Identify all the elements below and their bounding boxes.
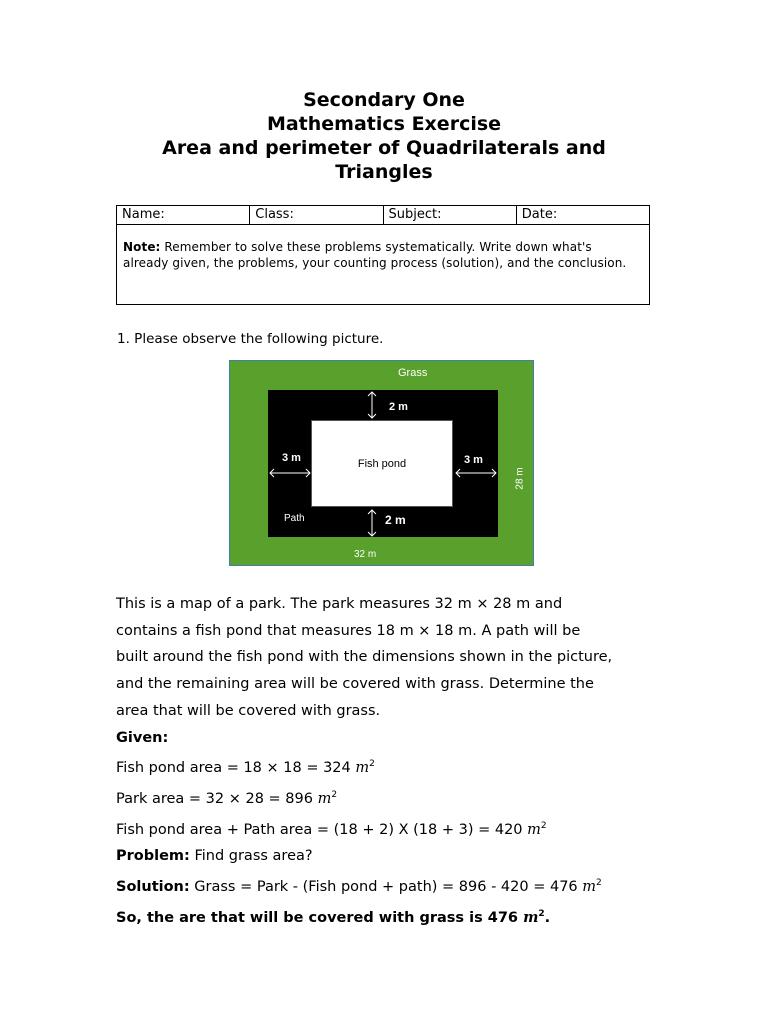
conclusion-line: So, the are that will be covered with grass is 476 $m^2$. (116, 908, 551, 926)
problem-line: Problem: Find grass area? (116, 848, 313, 865)
title-line-2: Mathematics Exercise (266, 113, 502, 135)
given-line-3: Fish pond area + Path area = (18 + 2) X (18 + 3) = 420 $m^2$ (116, 820, 547, 838)
note-text: Remember to solve these problems systematically. Write down what's already given, the problems, your counting process (solution), and the conclusion. (123, 240, 627, 270)
fish-pond (311, 420, 453, 507)
question-1: 1. Please observe the following picture. (117, 331, 384, 347)
path-label: Path (284, 513, 305, 524)
title-line-1: Secondary One (303, 89, 465, 111)
top-gap-label: 2 m (389, 401, 408, 413)
given-line-2: Park area = 32 × 28 = 896 $m^2$ (116, 789, 338, 807)
bottom-gap-arrow-icon (365, 508, 379, 538)
paragraph-line-1: This is a map of a park. The park measures 32 m × 28 m and (116, 596, 563, 612)
left-gap-label: 3 m (282, 452, 301, 464)
date-field[interactable]: Date: (521, 207, 558, 222)
park-map-figure (229, 360, 534, 566)
title-line-4: Triangles (335, 161, 433, 183)
right-gap-label: 3 m (464, 454, 483, 466)
left-gap-arrow-icon (268, 467, 312, 479)
fish-pond-label: Fish pond (357, 458, 407, 470)
grass-label: Grass (398, 367, 428, 379)
class-field[interactable]: Class: (250, 206, 383, 224)
paragraph-line-4: and the remaining area will be covered with grass. Determine the (116, 676, 594, 693)
paragraph-line-3: built around the fish pond with the dimensions shown in the picture, (116, 649, 613, 666)
subject-field[interactable]: Subject: (384, 206, 517, 224)
top-gap-arrow-icon (365, 390, 379, 420)
paragraph-line-2: contains a fish pond that measures 18 m × 18 m. A path will be (116, 622, 581, 639)
bottom-gap-label: 2 m (385, 513, 406, 527)
solution-line: Solution: Grass = Park - (Fish pond + path) = 896 - 420 = 476 $m^2$ (116, 878, 602, 896)
given-line-1: Fish pond area = 18 × 18 = 324 $m^2$ (116, 759, 375, 777)
width-label: 32 m (354, 549, 377, 560)
info-header-row (117, 206, 649, 225)
worksheet-title (0, 88, 768, 184)
paragraph-line-5: area that will be covered with grass. (116, 702, 381, 719)
given-heading: Given: (116, 729, 169, 746)
problem-text (116, 591, 656, 931)
note-label: Note: (123, 240, 161, 254)
note-block (117, 225, 649, 271)
height-label: 28 m (514, 467, 526, 490)
title-line-3: Area and perimeter of Quadrilaterals and (162, 137, 606, 159)
name-field[interactable]: Name: (117, 206, 250, 224)
right-gap-arrow-icon (454, 467, 498, 479)
student-info-table (116, 205, 650, 305)
